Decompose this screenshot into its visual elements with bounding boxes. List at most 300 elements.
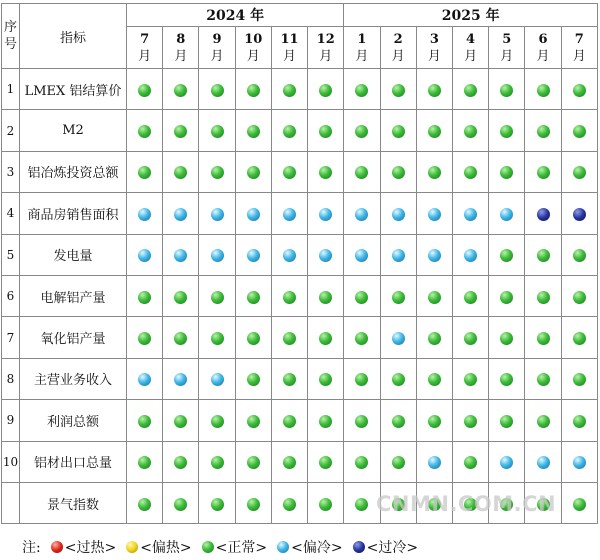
status-cell — [271, 110, 307, 151]
status-cell — [452, 193, 488, 234]
status-cell — [199, 482, 235, 523]
status-normal-dot-icon — [174, 125, 187, 138]
status-normal-dot-icon — [573, 415, 586, 428]
status-cell — [163, 69, 199, 110]
status-cool-dot-icon — [392, 249, 405, 262]
status-normal-dot-icon — [174, 166, 187, 179]
status-cell — [127, 69, 163, 110]
status-normal-dot-icon — [537, 249, 550, 262]
row-indicator-name: 景气指数 — [20, 482, 127, 523]
month-number: 9 — [212, 31, 222, 47]
status-cell — [380, 275, 416, 316]
status-cell — [235, 110, 271, 151]
status-cool-dot-icon — [537, 456, 550, 469]
status-normal-dot-icon — [174, 291, 187, 304]
status-cell — [525, 69, 561, 110]
status-cell — [308, 234, 344, 275]
status-normal-dot-icon — [247, 373, 260, 386]
row-seq: 9 — [2, 400, 20, 441]
status-normal-dot-icon — [464, 166, 477, 179]
status-normal-dot-icon — [211, 498, 224, 511]
status-cell — [416, 275, 452, 316]
month-number: 2 — [393, 31, 403, 47]
status-cell — [163, 275, 199, 316]
status-cell — [561, 441, 597, 482]
month-header — [489, 27, 525, 69]
status-cell — [308, 482, 344, 523]
status-cell — [489, 69, 525, 110]
status-cell — [525, 400, 561, 441]
status-normal-dot-icon — [392, 125, 405, 138]
status-normal-dot-icon — [537, 125, 550, 138]
legend-warm-dot-icon — [126, 541, 138, 553]
status-normal-dot-icon — [428, 415, 441, 428]
month-number: 3 — [429, 31, 439, 47]
status-cell — [271, 482, 307, 523]
month-header — [452, 27, 488, 69]
status-cell — [489, 275, 525, 316]
status-cell — [525, 193, 561, 234]
status-cell — [308, 110, 344, 151]
status-cell — [380, 110, 416, 151]
status-normal-dot-icon — [500, 332, 513, 345]
status-normal-dot-icon — [319, 332, 332, 345]
status-normal-dot-icon — [500, 415, 513, 428]
status-cell — [416, 358, 452, 399]
status-cell — [199, 193, 235, 234]
status-cool-dot-icon — [428, 249, 441, 262]
status-normal-dot-icon — [138, 332, 151, 345]
status-normal-dot-icon — [283, 125, 296, 138]
status-cell — [489, 358, 525, 399]
status-normal-dot-icon — [573, 249, 586, 262]
status-cell — [416, 69, 452, 110]
status-normal-dot-icon — [247, 498, 260, 511]
status-cell — [561, 193, 597, 234]
status-cell — [308, 193, 344, 234]
status-normal-dot-icon — [355, 332, 368, 345]
status-cell — [525, 234, 561, 275]
status-cell — [344, 358, 380, 399]
status-cell — [416, 441, 452, 482]
status-cell — [127, 151, 163, 192]
row-seq: 7 — [2, 317, 20, 358]
status-cool-dot-icon — [174, 249, 187, 262]
status-cell — [127, 441, 163, 482]
status-normal-dot-icon — [355, 498, 368, 511]
status-normal-dot-icon — [355, 84, 368, 97]
status-cell — [308, 275, 344, 316]
table-row — [2, 69, 598, 110]
month-number: 7 — [140, 31, 150, 47]
status-cell — [452, 358, 488, 399]
status-normal-dot-icon — [247, 125, 260, 138]
status-normal-dot-icon — [174, 498, 187, 511]
table-row — [2, 275, 598, 316]
status-cool-dot-icon — [247, 208, 260, 221]
status-normal-dot-icon — [319, 125, 332, 138]
status-cell — [199, 400, 235, 441]
status-cell — [525, 441, 561, 482]
status-normal-dot-icon — [500, 166, 513, 179]
month-header — [561, 27, 597, 69]
status-cell — [199, 234, 235, 275]
status-cell — [525, 151, 561, 192]
status-cell — [163, 482, 199, 523]
status-cool-dot-icon — [174, 373, 187, 386]
status-cell — [380, 234, 416, 275]
status-cell — [380, 69, 416, 110]
status-normal-dot-icon — [428, 125, 441, 138]
month-unit: 月 — [319, 48, 333, 64]
status-normal-dot-icon — [319, 373, 332, 386]
indicator-header: 指标 — [20, 4, 127, 69]
month-unit: 月 — [536, 48, 550, 64]
month-unit: 月 — [427, 48, 441, 64]
month-number: 5 — [502, 31, 512, 47]
status-normal-dot-icon — [355, 166, 368, 179]
status-cell — [452, 441, 488, 482]
status-cell — [308, 69, 344, 110]
status-cell — [489, 317, 525, 358]
status-normal-dot-icon — [428, 332, 441, 345]
status-normal-dot-icon — [319, 166, 332, 179]
status-normal-dot-icon — [355, 125, 368, 138]
status-normal-dot-icon — [138, 498, 151, 511]
status-normal-dot-icon — [464, 84, 477, 97]
month-unit: 月 — [464, 48, 478, 64]
status-cell — [344, 151, 380, 192]
status-cell — [199, 275, 235, 316]
status-cool-dot-icon — [211, 208, 224, 221]
status-cell — [308, 358, 344, 399]
status-cool-dot-icon — [500, 456, 513, 469]
row-seq: 1 — [2, 69, 20, 110]
status-cell — [163, 358, 199, 399]
row-indicator-name: M2 — [20, 110, 127, 151]
status-cool-dot-icon — [392, 332, 405, 345]
status-normal-dot-icon — [211, 456, 224, 469]
status-normal-dot-icon — [211, 332, 224, 345]
status-cell — [452, 275, 488, 316]
status-cool-dot-icon — [138, 208, 151, 221]
status-cell — [380, 400, 416, 441]
status-normal-dot-icon — [573, 332, 586, 345]
status-cool-dot-icon — [211, 373, 224, 386]
month-unit: 月 — [138, 48, 152, 64]
status-cool-dot-icon — [247, 249, 260, 262]
status-normal-dot-icon — [464, 415, 477, 428]
status-normal-dot-icon — [283, 332, 296, 345]
status-normal-dot-icon — [138, 166, 151, 179]
month-unit: 月 — [500, 48, 514, 64]
table-row — [2, 358, 598, 399]
status-normal-dot-icon — [573, 166, 586, 179]
status-normal-dot-icon — [355, 456, 368, 469]
status-cell — [271, 193, 307, 234]
watermark: CNMN.COM.CN — [376, 492, 557, 516]
status-normal-dot-icon — [174, 456, 187, 469]
status-cell — [199, 110, 235, 151]
row-indicator-name: LMEX 铝结算价 — [20, 69, 127, 110]
status-cell — [163, 151, 199, 192]
status-cell — [199, 358, 235, 399]
status-normal-dot-icon — [355, 373, 368, 386]
status-normal-dot-icon — [392, 291, 405, 304]
status-cell — [416, 110, 452, 151]
status-normal-dot-icon — [283, 373, 296, 386]
status-normal-dot-icon — [392, 84, 405, 97]
table-row — [2, 400, 598, 441]
status-cell — [489, 151, 525, 192]
status-cell — [489, 110, 525, 151]
status-cell — [127, 193, 163, 234]
status-normal-dot-icon — [428, 291, 441, 304]
row-indicator-name: 氧化铝产量 — [20, 317, 127, 358]
month-header — [199, 27, 235, 69]
status-cell — [271, 234, 307, 275]
status-cell — [199, 441, 235, 482]
status-normal-dot-icon — [464, 125, 477, 138]
status-cell — [380, 151, 416, 192]
status-normal-dot-icon — [211, 291, 224, 304]
month-number: 12 — [316, 31, 335, 47]
status-cool-dot-icon — [319, 208, 332, 221]
status-cool-dot-icon — [355, 208, 368, 221]
status-normal-dot-icon — [211, 415, 224, 428]
row-indicator-name: 利润总额 — [20, 400, 127, 441]
row-seq: 8 — [2, 358, 20, 399]
legend-items — [51, 537, 428, 557]
table-row — [2, 234, 598, 275]
status-cool-dot-icon — [355, 249, 368, 262]
month-unit: 月 — [210, 48, 224, 64]
month-number: 7 — [574, 31, 584, 47]
status-cool-dot-icon — [283, 208, 296, 221]
status-normal-dot-icon — [319, 84, 332, 97]
status-normal-dot-icon — [247, 456, 260, 469]
status-normal-dot-icon — [211, 166, 224, 179]
status-cell — [525, 110, 561, 151]
status-cell — [308, 151, 344, 192]
table-row — [2, 317, 598, 358]
status-normal-dot-icon — [428, 373, 441, 386]
status-cell — [525, 358, 561, 399]
status-cell — [127, 400, 163, 441]
status-cell — [344, 482, 380, 523]
status-normal-dot-icon — [500, 291, 513, 304]
status-cell — [344, 400, 380, 441]
status-cell — [489, 441, 525, 482]
status-normal-dot-icon — [247, 84, 260, 97]
status-cell — [489, 400, 525, 441]
status-cell — [452, 110, 488, 151]
status-cell — [235, 482, 271, 523]
status-normal-dot-icon — [573, 498, 586, 511]
status-cell — [235, 151, 271, 192]
status-cell — [344, 193, 380, 234]
status-normal-dot-icon — [428, 166, 441, 179]
status-normal-dot-icon — [464, 456, 477, 469]
row-seq — [2, 482, 20, 523]
status-normal-dot-icon — [464, 332, 477, 345]
status-cell — [525, 275, 561, 316]
table-row — [2, 193, 598, 234]
month-header — [380, 27, 416, 69]
status-cell — [163, 317, 199, 358]
status-cell — [344, 275, 380, 316]
status-normal-dot-icon — [319, 415, 332, 428]
status-normal-dot-icon — [355, 415, 368, 428]
status-normal-dot-icon — [247, 166, 260, 179]
status-normal-dot-icon — [138, 84, 151, 97]
month-header — [271, 27, 307, 69]
status-cell — [127, 234, 163, 275]
status-normal-dot-icon — [392, 456, 405, 469]
month-header — [525, 27, 561, 69]
status-cell — [344, 441, 380, 482]
status-cell — [235, 193, 271, 234]
status-cell — [452, 151, 488, 192]
status-cell — [235, 400, 271, 441]
status-normal-dot-icon — [573, 373, 586, 386]
status-cell — [344, 234, 380, 275]
row-seq: 10 — [2, 441, 20, 482]
status-cell — [561, 400, 597, 441]
legend-item-label: <偏冷> — [291, 540, 343, 556]
row-indicator-name: 商品房销售面积 — [20, 193, 127, 234]
prosperity-table — [1, 3, 598, 524]
month-number: 11 — [280, 31, 299, 47]
row-indicator-name: 铝材出口总量 — [20, 441, 127, 482]
status-cell — [163, 193, 199, 234]
status-cool-dot-icon — [174, 208, 187, 221]
status-normal-dot-icon — [138, 291, 151, 304]
year-2025-header: 2025 年 — [344, 4, 598, 27]
status-cell — [199, 69, 235, 110]
status-cool-dot-icon — [428, 208, 441, 221]
status-cell — [561, 275, 597, 316]
status-cell — [452, 69, 488, 110]
month-number: 10 — [244, 31, 263, 47]
status-cool-dot-icon — [392, 208, 405, 221]
status-cell — [561, 317, 597, 358]
status-normal-dot-icon — [392, 166, 405, 179]
status-cell — [561, 234, 597, 275]
status-cell — [235, 441, 271, 482]
status-cell — [344, 110, 380, 151]
status-normal-dot-icon — [500, 84, 513, 97]
table-body — [2, 69, 598, 524]
status-cell — [308, 317, 344, 358]
status-cell — [344, 317, 380, 358]
status-cell — [163, 234, 199, 275]
status-cell — [452, 317, 488, 358]
table-row — [2, 151, 598, 192]
legend-title: 注: — [22, 540, 41, 556]
status-cell — [127, 358, 163, 399]
status-cool-dot-icon — [464, 249, 477, 262]
status-cool-dot-icon — [138, 373, 151, 386]
status-normal-dot-icon — [537, 84, 550, 97]
status-normal-dot-icon — [537, 415, 550, 428]
row-seq: 2 — [2, 110, 20, 151]
status-cell — [380, 317, 416, 358]
status-cold-dot-icon — [537, 208, 550, 221]
month-header — [416, 27, 452, 69]
status-normal-dot-icon — [464, 373, 477, 386]
status-cool-dot-icon — [211, 249, 224, 262]
status-normal-dot-icon — [537, 166, 550, 179]
status-cell — [271, 400, 307, 441]
month-header — [344, 27, 380, 69]
status-normal-dot-icon — [247, 291, 260, 304]
status-normal-dot-icon — [283, 291, 296, 304]
status-cell — [271, 317, 307, 358]
row-indicator-name: 发电量 — [20, 234, 127, 275]
legend-normal-dot-icon — [202, 541, 214, 553]
status-cell — [416, 234, 452, 275]
status-cell — [235, 69, 271, 110]
month-number: 6 — [538, 31, 548, 47]
status-cell — [127, 317, 163, 358]
status-cell — [308, 441, 344, 482]
table-row — [2, 110, 598, 151]
legend — [22, 537, 428, 557]
status-normal-dot-icon — [174, 332, 187, 345]
row-seq: 4 — [2, 193, 20, 234]
status-normal-dot-icon — [283, 456, 296, 469]
status-cool-dot-icon — [138, 249, 151, 262]
status-cell — [416, 317, 452, 358]
status-normal-dot-icon — [500, 249, 513, 262]
month-unit: 月 — [391, 48, 405, 64]
status-cell — [561, 69, 597, 110]
status-cell — [199, 151, 235, 192]
status-normal-dot-icon — [211, 84, 224, 97]
status-normal-dot-icon — [428, 84, 441, 97]
status-cell — [235, 358, 271, 399]
status-normal-dot-icon — [500, 373, 513, 386]
status-cool-dot-icon — [464, 208, 477, 221]
row-seq: 3 — [2, 151, 20, 192]
status-cell — [561, 110, 597, 151]
status-cell — [127, 275, 163, 316]
month-unit: 月 — [174, 48, 188, 64]
month-header — [163, 27, 199, 69]
status-cell — [489, 193, 525, 234]
status-normal-dot-icon — [138, 125, 151, 138]
legend-item-cold — [353, 537, 418, 557]
status-cell — [561, 151, 597, 192]
status-normal-dot-icon — [247, 332, 260, 345]
status-normal-dot-icon — [283, 415, 296, 428]
status-normal-dot-icon — [392, 373, 405, 386]
status-normal-dot-icon — [537, 332, 550, 345]
year-2024-header: 2024 年 — [127, 4, 344, 27]
status-normal-dot-icon — [211, 125, 224, 138]
status-normal-dot-icon — [283, 84, 296, 97]
status-cell — [308, 400, 344, 441]
status-normal-dot-icon — [319, 456, 332, 469]
status-cell — [127, 482, 163, 523]
row-seq: 5 — [2, 234, 20, 275]
status-cell — [271, 69, 307, 110]
month-header — [127, 27, 163, 69]
status-cell — [452, 234, 488, 275]
status-cell — [380, 441, 416, 482]
seq-header: 序号 — [2, 4, 20, 69]
